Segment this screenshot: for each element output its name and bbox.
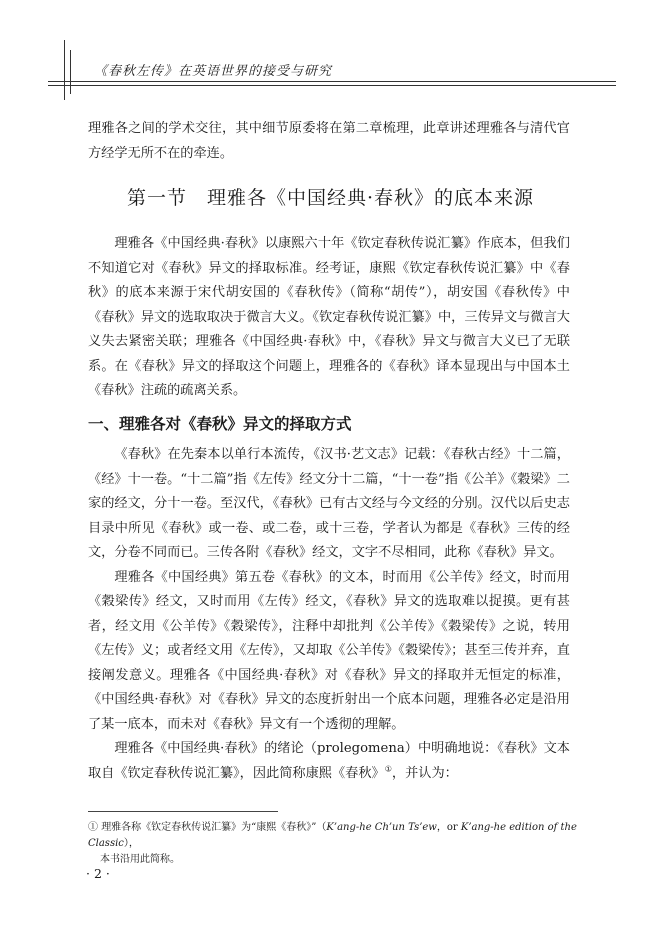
header-rule-vertical-1	[64, 40, 65, 100]
header-rule-horizontal-1	[48, 81, 616, 82]
paragraph-1: 《春秋》在先秦本以单行本流传，《汉书·艺文志》记载：《春秋古经》十二篇，《经》十一卷。“十二篇”指《左传》经文分十二篇，“十一卷”指《公羊》《穀梁》二家的经文，分十一卷。至汉代，《春秋》已有古文经与今文经的分别。汉代以后史志目录中所见《春秋》或一卷、或二卷，或十三卷，学者认为都是《春秋》三传的经文，分卷不同而已。三传各附《春秋》经文，文字不尽相同，此称《春秋》异文。	[88, 447, 570, 560]
footnote-line-2: 本书沿用此简称。	[100, 854, 180, 865]
footnote	[88, 820, 578, 868]
footnote-text-mid: ，or	[436, 822, 461, 833]
section-paragraph: 理雅各《中国经典·春秋》以康熙六十年《钦定春秋传说汇纂》作底本，但我们不知道它对《春秋》异文的择取标准。经考证，康熙《钦定春秋传说汇纂》中《春秋》的底本来源于宋代胡安国的《春秋传》（简称“胡传”），胡安国《春秋传》中《春秋》异文的选取取决于微言大义。《钦定春秋传说汇纂》中，三传异文与微言大义失去紧密关联；理雅各《中国经典·春秋》中，《春秋》异文与微言大义已了无联系。在《春秋》异文的择取这个问题上，理雅各的《春秋》译本显现出与中国本土《春秋》注疏的疏离关系。	[88, 236, 570, 398]
footnote-reference[interactable]: ①	[384, 764, 392, 774]
footnote-text-en: K’ang-he Ch’un Ts’ew	[326, 822, 437, 833]
paragraph-3-tail: ，并认为：	[391, 765, 458, 781]
footnote-line-1	[88, 820, 578, 852]
footnote-text-en2: K’ang-he edition of the Classic	[88, 822, 577, 849]
paragraph-2: 理雅各《中国经典》第五卷《春秋》的文本，时而用《公羊传》经文，时而用《穀梁传》经文，又时而用《左传》经文，《春秋》异文的选取难以捉摸。更有甚者，经文用《公羊传》《穀梁传》，注释中却批判《公羊传》《穀梁传》之说，转用《左传》义；或者经文用《左传》，又却取《公羊传》《穀梁传》；甚至三传并弃，直接阐发意义。理雅各《中国经典·春秋》对《春秋》异文的择取并无恒定的标准，《中国经典·春秋》对《春秋》异文的态度折射出一个底本问题，理雅各必定是沿用了某一底本，而未对《春秋》异文有一个透彻的理解。	[88, 569, 570, 732]
subsection-title: 一、理雅各对《春秋》异文的择取方式	[88, 415, 352, 433]
intro-paragraph: 理雅各之间的学术交往，其中细节原委将在第二章梳理，此章讲述理雅各与清代官方经学无所不在的牵连。	[88, 121, 570, 161]
footnote-text-cn: 理雅各称《钦定春秋传说汇纂》为“康熙《春秋》”（	[101, 822, 327, 833]
footnote-text-end: ），	[123, 838, 139, 849]
running-header-title: 《春秋左传》在英语世界的接受与研究	[94, 64, 333, 79]
paragraph-3	[88, 737, 570, 786]
intro-block	[88, 117, 570, 166]
header-rule-vertical-2	[70, 50, 71, 94]
footnote-marker: ①	[88, 822, 98, 833]
section-title: 第一节 理雅各《中国经典·春秋》的底本来源	[126, 187, 535, 209]
section-body	[88, 232, 570, 404]
subsection-body	[88, 443, 570, 786]
footnote-divider	[88, 811, 278, 812]
paragraph-3-text: 理雅各《中国经典·春秋》的绪论（prolegomena）中明确地说：《春秋》文本取自《钦定春秋传说汇纂》，因此简称康熙《春秋》	[88, 741, 570, 781]
page-number: · 2 ·	[86, 866, 110, 881]
header-rule-horizontal-2	[48, 85, 616, 86]
